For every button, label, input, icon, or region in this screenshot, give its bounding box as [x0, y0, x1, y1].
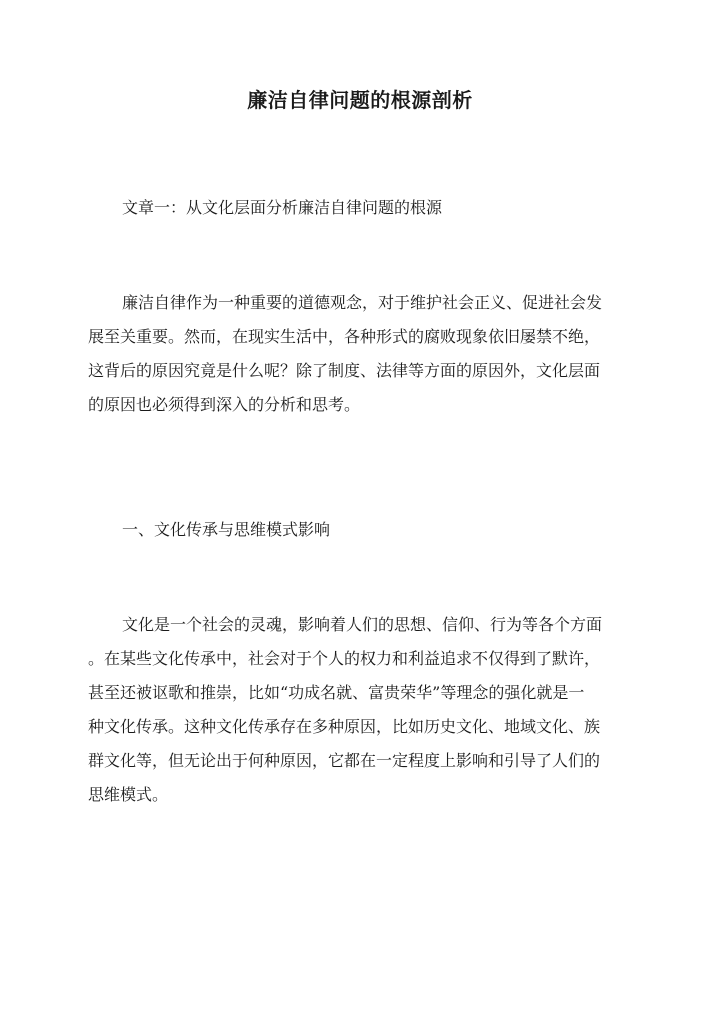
- paragraph-2-line-6: 思维模式。: [88, 785, 169, 804]
- paragraph-2: [88, 608, 633, 812]
- paragraph-2-line-2: 。在某些文化传承中，社会对于个人的权力和利益追求不仅得到了默许，: [88, 649, 601, 668]
- paragraph-2-line-4: 种文化传承。这种文化传承存在多种原因，比如历史文化、地域文化、族: [88, 717, 601, 736]
- document-title: 廉洁自律问题的根源剖析: [247, 88, 473, 112]
- paragraph-1-line-4: 的原因也必须得到深入的分析和思考。: [88, 395, 361, 414]
- article-heading: 文章一：从文化层面分析廉洁自律问题的根源: [122, 198, 443, 217]
- section-heading: 一、文化传承与思维模式影响: [122, 520, 331, 539]
- paragraph-2-line-1: 文化是一个社会的灵魂，影响着人们的思想、信仰、行为等各个方面: [122, 615, 603, 634]
- paragraph-1-line-3: 这背后的原因究竟是什么呢？除了制度、法律等方面的原因外，文化层面: [88, 361, 601, 380]
- paragraph-1-line-2: 展至关重要。然而，在现实生活中，各种形式的腐败现象依旧屡禁不绝，: [88, 327, 601, 346]
- paragraph-1: [88, 286, 633, 422]
- paragraph-1-line-1: 廉洁自律作为一种重要的道德观念，对于维护社会正义、促进社会发: [122, 293, 603, 312]
- paragraph-2-line-5: 群文化等，但无论出于何种原因，它都在一定程度上影响和引导了人们的: [88, 751, 601, 770]
- paragraph-2-line-3: 甚至还被讴歌和推崇，比如“功成名就、富贵荣华”等理念的强化就是一: [88, 683, 585, 702]
